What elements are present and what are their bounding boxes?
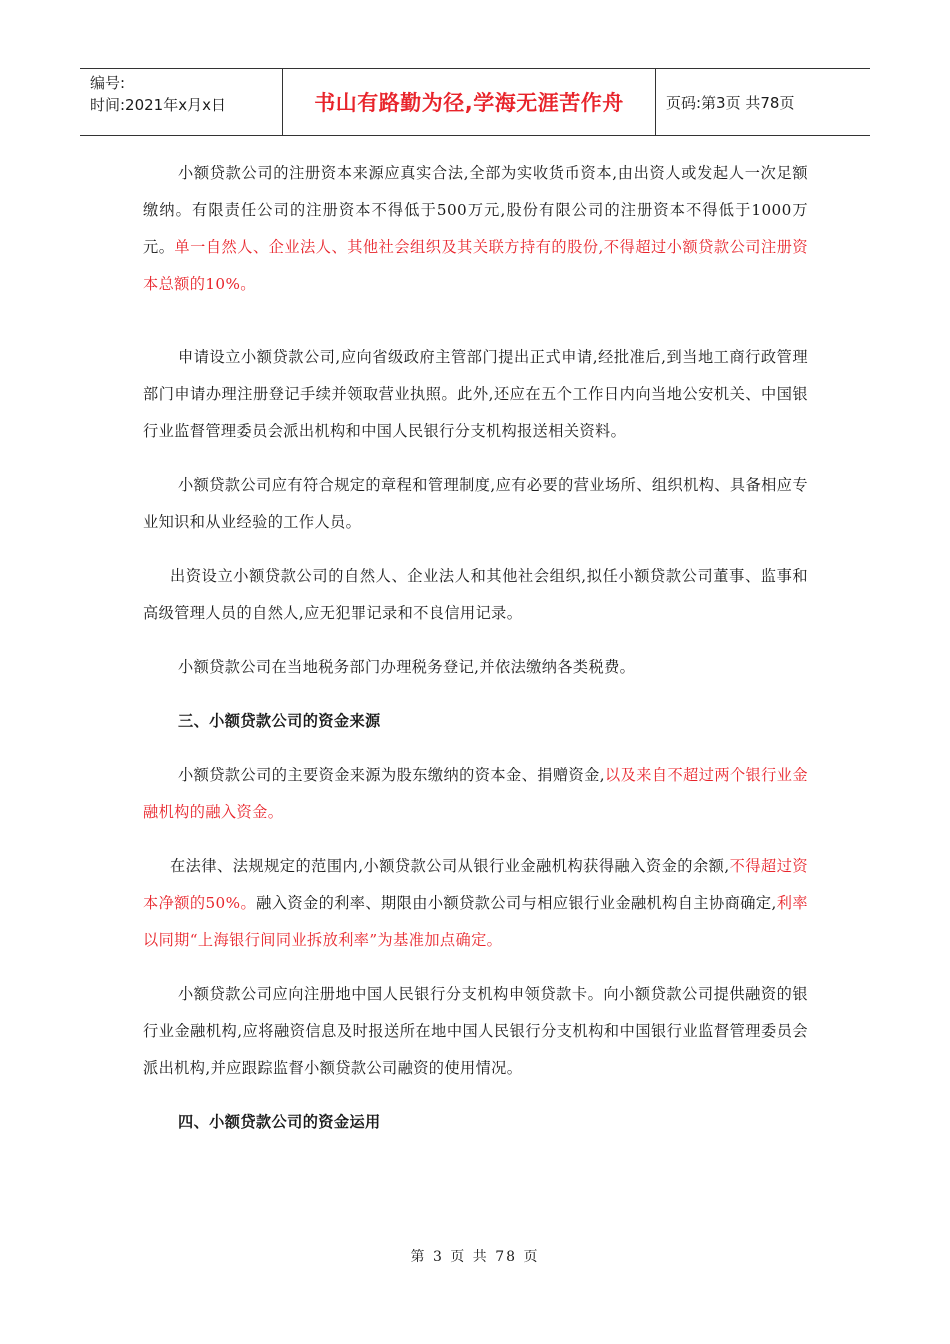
body-paragraph [143, 467, 808, 541]
header-page-code: 页码:第3页 共78页 [666, 93, 795, 112]
header-motto-cell [282, 69, 656, 135]
body-paragraph [143, 155, 808, 303]
body-paragraph [143, 558, 808, 632]
text-segment: 在法律、法规规定的范围内,小额贷款公司从银行业金融机构获得融入资金的余额, [170, 857, 730, 875]
section-heading [143, 703, 808, 740]
doc-number-label: 编号: [90, 74, 126, 92]
text-segment: 小额贷款公司的注册资本来源应真实合法,全部为实收货币资本,由出资人或发起人一次足额缴纳。有限责任公司的注册资本不得低于500万元,股份有限公司的注册资本不得低于1000万元。 [143, 164, 808, 256]
highlighted-text: 不得超过资本净额的50%。 [143, 857, 808, 912]
page-header [80, 68, 870, 136]
text-segment: 小额贷款公司应向注册地中国人民银行分支机构申领贷款卡。向小额贷款公司提供融资的银行业金融机构,应将融资信息及时报送所在地中国人民银行分支机构和中国银行业监督管理委员会派出机构,并应跟踪监督小额贷款公司融资的使用情况。 [143, 985, 808, 1077]
text-segment: 四、小额贷款公司的资金运用 [178, 1113, 381, 1131]
section-heading [143, 1104, 808, 1141]
text-segment: 小额贷款公司的主要资金来源为股东缴纳的资本金、捐赠资金, [178, 766, 605, 784]
page-footer: 第 3 页 共 78 页 [410, 1249, 540, 1265]
text-segment: 出资设立小额贷款公司的自然人、企业法人和其他社会组织,拟任小额贷款公司董事、监事和高级管理人员的自然人,应无犯罪记录和不良信用记录。 [143, 567, 808, 622]
highlighted-text: 以及来自不超过两个银行业金融机构的融入资金。 [143, 766, 809, 821]
body-paragraph [143, 848, 808, 959]
text-segment: 三、小额贷款公司的资金来源 [178, 712, 381, 730]
text-segment: 融入资金的利率、期限由小额贷款公司与相应银行业金融机构自主协商确定, [256, 894, 777, 912]
highlighted-text: 单一自然人、企业法人、其他社会组织及其关联方持有的股份,不得超过小额贷款公司注册资本总额的10%。 [143, 238, 808, 293]
highlighted-text: 利率以同期“上海银行间同业拆放利率”为基准加点确定。 [143, 894, 808, 949]
body-paragraph [143, 649, 808, 686]
doc-time-label: 时间:2021年x月x日 [90, 96, 226, 114]
header-motto: 书山有路勤为径,学海无涯苦作舟 [314, 91, 624, 115]
text-segment: 小额贷款公司应有符合规定的章程和管理制度,应有必要的营业场所、组织机构、具备相应专业知识和从业经验的工作人员。 [143, 476, 808, 531]
document-body [143, 155, 808, 1141]
text-segment: 小额贷款公司在当地税务部门办理税务登记,并依法缴纳各类税费。 [178, 658, 636, 676]
body-paragraph [143, 976, 808, 1087]
header-meta [80, 69, 282, 135]
body-paragraph [143, 339, 808, 450]
text-segment: 申请设立小额贷款公司,应向省级政府主管部门提出正式申请,经批准后,到当地工商行政管理部门申请办理注册登记手续并领取营业执照。此外,还应在五个工作日内向当地公安机关、中国银行业监督管理委员会派出机构和中国人民银行分支机构报送相关资料。 [143, 348, 808, 440]
body-paragraph [143, 757, 808, 831]
